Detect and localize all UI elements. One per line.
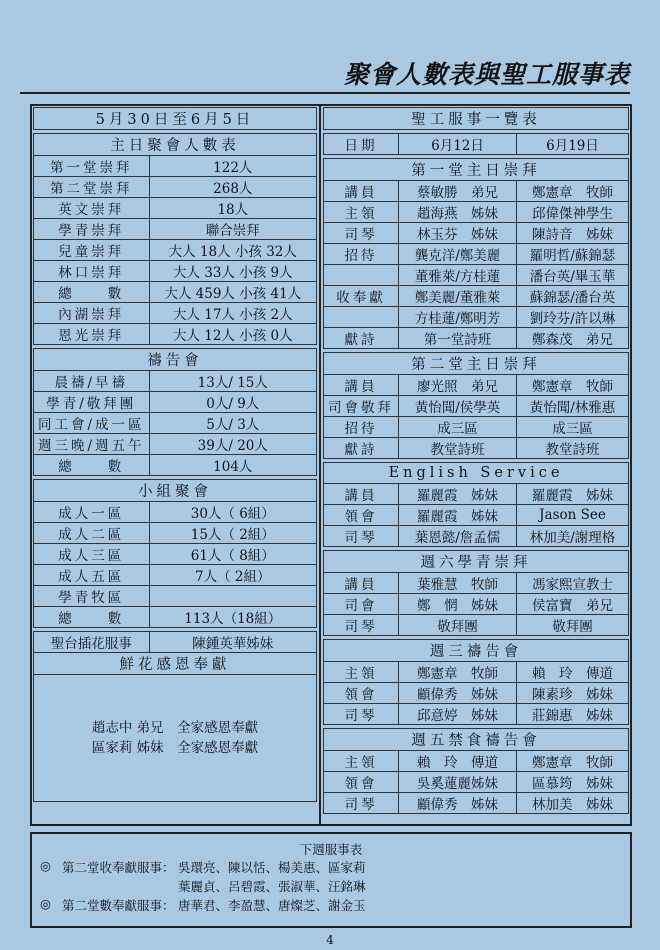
prayer-row [34,371,317,392]
sunday-header: 主日聚會人數表 [34,134,317,156]
row-value: 聯合崇拜 [149,219,316,240]
service-row [324,307,629,328]
thanks-header: 鮮花感恩奉獻 [34,653,317,675]
service-person-b: 莊錦惠 姊妹 [517,704,629,725]
service-person-b: 賴 玲 傳道 [517,662,629,683]
sunday-row [34,156,317,177]
row-value: 大人 17人 小孩 2人 [149,303,316,324]
service-role: 講員 [324,375,399,396]
service-person-a: 成三區 [399,417,517,438]
service-person-a: 羅麗霞 姊妹 [399,505,517,526]
column-divider [319,104,321,826]
row-value: 大人 18人 小孩 32人 [149,240,316,261]
service-person-a: 顧偉秀 姊妹 [399,793,517,814]
service-row [324,244,629,265]
row-label: 學青牧區 [34,586,150,607]
service-person-a: 林玉芬 姊妹 [399,223,517,244]
row-label: 成人二區 [34,523,150,544]
section-title: 第二堂主日崇拜 [324,353,629,375]
prayer-header: 禱告會 [34,349,317,371]
row-label: 總 數 [34,455,150,476]
service-row [324,484,629,505]
service-row [324,683,629,704]
service-person-a: 龔克洋/鄭美麗 [399,244,517,265]
row-value: 13人/ 15人 [149,371,316,392]
row-value: 15人（ 2組） [149,523,316,544]
row-value: 大人 459人 小孩 41人 [149,282,316,303]
row-value: 104人 [149,455,316,476]
sunday-row [34,219,317,240]
service-role: 講員 [324,181,399,202]
service-row [324,615,629,636]
service-person-a: 顧偉秀 姊妹 [399,683,517,704]
sunday-row [34,261,317,282]
sunday-row [34,282,317,303]
service-person-a: 吳奚蓮麗姊妹 [399,772,517,793]
service-row [324,594,629,615]
sunday-row [34,324,317,345]
service-role: 司琴 [324,223,399,244]
group-rows [34,502,317,628]
service-row [324,751,629,772]
row-value: 大人 12人 小孩 0人 [149,324,316,345]
service-person-b: 陳素珍 姊妹 [517,683,629,704]
row-label: 第二堂崇拜 [34,177,150,198]
row-value: 0人/ 9人 [149,392,316,413]
section-header-row [324,463,629,484]
service-person-b: 鄭憲章 牧師 [517,375,629,396]
service-person-a: 趙海燕 姊妹 [399,202,517,223]
service-role: 招待 [324,244,399,265]
group-row [34,586,317,607]
prayer-rows [34,371,317,476]
service-row [324,181,629,202]
service-person-b: 潘台英/畢玉華 [517,265,629,286]
next-week-names: 葉麗貞、呂碧霞、張淑華、汪銘琳 [178,879,366,894]
next-week-label: 第二堂數奉獻服事： [62,898,175,913]
row-label: 學青崇拜 [34,219,150,240]
service-person-b: 劉玲芬/許以琳 [517,307,629,328]
service-person-b: 區慕筠 姊妹 [517,772,629,793]
service-row [324,662,629,683]
service-row [324,526,629,547]
section-title: 第一堂主日崇拜 [324,159,629,181]
group-row [34,523,317,544]
thanks-line: 趙志中 弟兄 全家感恩奉獻 [91,720,259,736]
section-header-row [324,640,629,662]
service-row [324,375,629,396]
row-label: 成人三區 [34,544,150,565]
row-value: 122人 [149,156,316,177]
page-title: 聚會人數表與聖工服事表 [343,60,630,89]
group-row [34,607,317,628]
row-label: 晨禱/早禱 [34,371,150,392]
service-person-a: 第一堂詩班 [399,328,517,349]
service-person-a: 賴 玲 傳道 [399,751,517,772]
group-row [34,565,317,586]
section-header-row [324,159,629,181]
service-role: 司會 [324,594,399,615]
section-title: 週三禱告會 [324,640,629,662]
service-person-a: 邱意婷 姊妹 [399,704,517,725]
row-label: 內湖崇拜 [34,303,150,324]
service-person-b: 羅明哲/蘇錦瑟 [517,244,629,265]
group-row [34,544,317,565]
service-row [324,793,629,814]
date-a: 6月12日 [399,134,517,155]
service-role: 招待 [324,417,399,438]
section-header-row [324,729,629,751]
service-person-b: 林加美/謝理格 [517,526,629,547]
service-role: 主領 [324,202,399,223]
row-value: 18人 [149,198,316,219]
service-person-b: 鄭憲章 牧師 [517,181,629,202]
next-week-title: 下週服事表 [299,842,363,857]
service-role: 司琴 [324,526,399,547]
service-row [324,704,629,725]
date-label: 日期 [324,134,399,155]
row-value: 大人 33人 小孩 9人 [149,261,316,282]
row-label: 同工會/成一區 [34,413,150,434]
row-value: 7人（ 2組） [149,565,316,586]
service-role: 主領 [324,662,399,683]
row-label: 總 數 [34,282,150,303]
next-week-label: 第二堂收奉獻服事： [62,860,175,875]
service-person-b: 鄭森茂 弟兄 [517,328,629,349]
service-row [324,223,629,244]
sunday-rows [34,156,317,345]
service-person-b: 黃怡聞/林雅惠 [517,396,629,417]
prayer-row [34,392,317,413]
sunday-row [34,303,317,324]
next-week-names: 吳環亮、陳以恬、楊美惠、區家莉 [178,860,366,875]
flower-label: 聖台插花服事 [34,632,150,653]
service-role: 領會 [324,505,399,526]
service-person-a: 教堂詩班 [399,438,517,459]
service-person-a: 葉恩懿/詹孟儒 [399,526,517,547]
row-value: 39人/ 20人 [149,434,316,455]
service-row [324,396,629,417]
service-person-b: 鄭憲章 牧師 [517,751,629,772]
section-header-row [324,353,629,375]
service-person-b: 林加美 姊妹 [517,793,629,814]
row-value: 61人（ 8組） [149,544,316,565]
row-label: 兒童崇拜 [34,240,150,261]
service-person-b: 侯富寶 弟兄 [517,594,629,615]
row-value: 268人 [149,177,316,198]
service-role [324,265,399,286]
service-role: 司琴 [324,704,399,725]
attendance-column [33,107,317,802]
service-person-b: Jason See [517,505,629,526]
section-header-row [324,551,629,573]
prayer-row [34,413,317,434]
row-value [149,586,316,607]
service-row [324,202,629,223]
date-b: 6月19日 [517,134,629,155]
prayer-row [34,434,317,455]
service-person-a: 鄭憲章 牧師 [399,662,517,683]
prayer-row [34,455,317,476]
service-role: 收奉獻 [324,286,399,307]
service-person-b: 陳詩音 姊妹 [517,223,629,244]
row-label: 成人五區 [34,565,150,586]
service-person-a: 董雅萊/方桂蓮 [399,265,517,286]
date-range: 5月30日至6月5日 [34,108,317,130]
sunday-row [34,198,317,219]
row-label: 週三晚/週五午 [34,434,150,455]
next-week-names: 唐華君、李盈慧、唐燦芝、謝金玉 [178,898,366,913]
service-person-b: 教堂詩班 [517,438,629,459]
row-value: 30人（ 6組） [149,502,316,523]
row-label: 學青/敬拜團 [34,392,150,413]
service-person-b: 馮家熙宣教士 [517,573,629,594]
service-person-b: 蘇錦瑟/潘台英 [517,286,629,307]
service-row [324,328,629,349]
section-title: 週五禁食禱告會 [324,729,629,751]
service-person-a: 方桂蓮/鄭明芳 [399,307,517,328]
sunday-row [34,177,317,198]
service-role [324,307,399,328]
row-label: 成人一區 [34,502,150,523]
thanks-box [34,675,317,802]
service-person-a: 黃怡聞/侯學英 [399,396,517,417]
next-week-box [30,832,632,928]
service-header: 聖工服事一覽表 [324,108,629,130]
row-label: 恩光崇拜 [34,324,150,345]
service-role: 獻詩 [324,328,399,349]
service-person-a: 羅麗霞 姊妹 [399,484,517,505]
service-role: 領會 [324,683,399,704]
service-role: 領會 [324,772,399,793]
service-column [323,107,629,814]
group-header: 小組聚會 [34,480,317,502]
row-value: 5人/ 3人 [149,413,316,434]
row-label: 英文崇拜 [34,198,150,219]
flower-value: 陳鍾英華姊妹 [149,632,316,653]
service-row [324,438,629,459]
row-label: 林口崇拜 [34,261,150,282]
service-person-a: 蔡敏勝 弟兄 [399,181,517,202]
page-number: 4 [326,933,334,947]
service-role: 司琴 [324,793,399,814]
service-table [323,107,629,814]
service-person-a: 廖光照 弟兄 [399,375,517,396]
service-person-b: 邱偉傑神學生 [517,202,629,223]
service-role: 獻詩 [324,438,399,459]
bullet: ◎ [40,896,51,911]
service-row [324,573,629,594]
service-person-b: 敬拜團 [517,615,629,636]
service-person-b: 成三區 [517,417,629,438]
service-person-a: 葉雅慧 牧師 [399,573,517,594]
title-rule [20,92,630,94]
service-role: 司會敬拜 [324,396,399,417]
attendance-table [33,107,317,802]
service-person-b: 羅麗霞 姊妹 [517,484,629,505]
service-person-a: 鄭 惘 姊妹 [399,594,517,615]
thanks-line: 區家莉 姊妹 全家感恩奉獻 [91,740,259,756]
service-row [324,505,629,526]
service-row [324,417,629,438]
service-row [324,772,629,793]
service-role: 講員 [324,573,399,594]
row-label: 第一堂崇拜 [34,156,150,177]
service-person-a: 敬拜團 [399,615,517,636]
section-title: 週六學青崇拜 [324,551,629,573]
service-role: 主領 [324,751,399,772]
service-sections [324,155,629,814]
service-role: 講員 [324,484,399,505]
bullet: ◎ [40,858,51,873]
service-row [324,286,629,307]
group-row [34,502,317,523]
sunday-row [34,240,317,261]
section-title: English Service [324,463,629,484]
service-person-a: 鄭美麗/董雅萊 [399,286,517,307]
service-role: 司琴 [324,615,399,636]
row-label: 總 數 [34,607,150,628]
service-row [324,265,629,286]
row-value: 113人（18組） [149,607,316,628]
